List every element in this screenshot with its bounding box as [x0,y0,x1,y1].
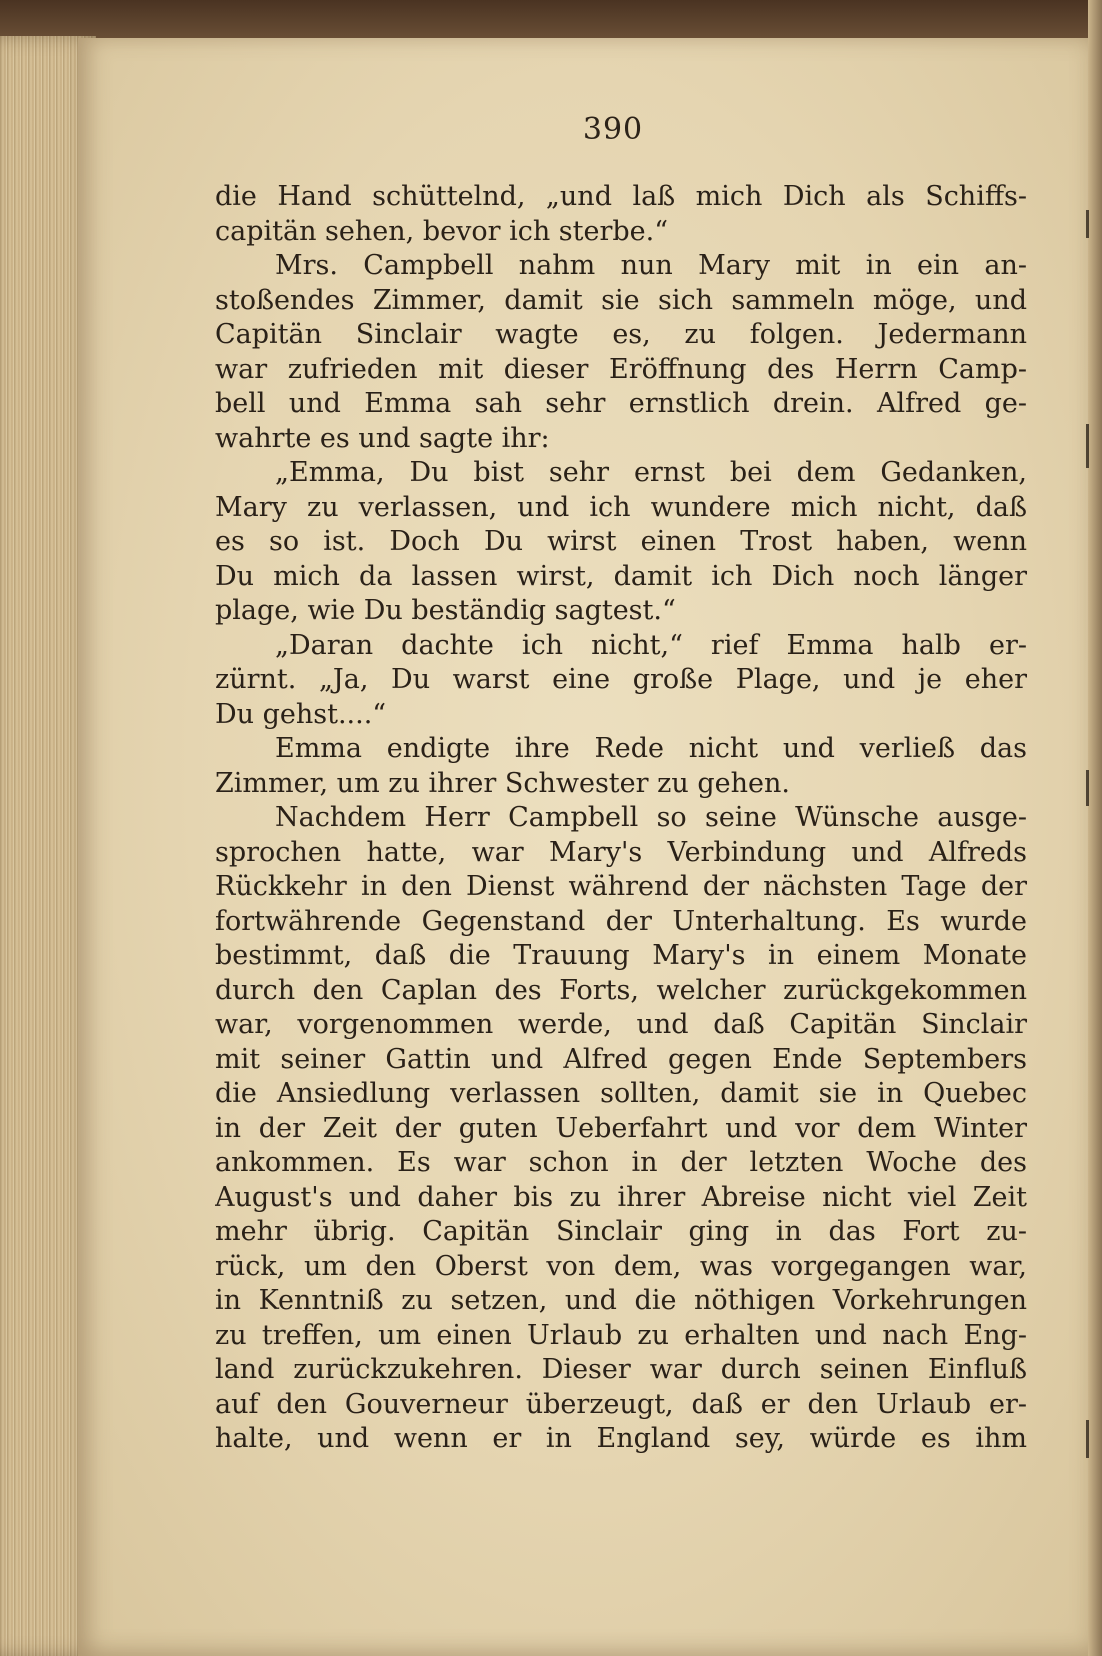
text-line: Rückkehr in den Dienst während der nächsten Tage der [215,871,1027,902]
text-line: Capitän Sinclair wagte es, zu folgen. Jedermann [215,319,1027,350]
text-line: capitän sehen, bevor ich sterbe.“ [215,215,669,247]
text-line: auf den Gouverneur überzeugt, daß er den Urlaub er- [215,1388,1027,1420]
text-line: ankommen. Es war schon in der letzten Woche des [215,1147,1027,1178]
text-line: wahrte es und sagte ihr: [215,422,550,454]
text-line: Du gehst....“ [215,698,387,730]
text-line: war, vorgenommen werde, und daß Capitän Sinclair [215,1009,1027,1040]
text-line: Emma endigte ihre Rede nicht und verließ das [275,733,1027,764]
text-line: „Daran dachte ich nicht,“ rief Emma halb er- [275,629,1027,661]
margin-mark [1086,1420,1089,1458]
text-line: zürnt. „Ja, Du warst eine große Plage, und je eher [215,664,1027,695]
text-line: die Hand schüttelnd, „und laß mich Dich als Schiffs- [215,181,1027,212]
text-line: sprochen hatte, war Mary's Verbindung und Alfreds [215,836,1027,868]
text-line: August's und daher bis zu ihrer Abreise nicht viel Zeit [215,1181,1027,1213]
text-line: war zufrieden mit dieser Eröffnung des Herrn Camp- [215,353,1027,385]
text-line: es so ist. Doch Du wirst einen Trost haben, wenn [215,526,1027,557]
text-line: mit seiner Gattin und Alfred gegen Ende Septembers [215,1043,1027,1075]
text-line: fortwährende Gegenstand der Unterhaltung. Es wurde [215,905,1027,937]
text-line: Mrs. Campbell nahm nun Mary mit in ein an- [275,250,1027,281]
text-line: „Emma, Du bist sehr ernst bei dem Gedanken, [275,457,1027,488]
text-line: zu treffen, um einen Urlaub zu erhalten und nach Eng- [215,1319,1027,1351]
text-line: halte, und wenn er in England sey, würde es ihm [215,1423,1027,1454]
text-line: stoßendes Zimmer, damit sie sich sammeln möge, und [215,284,1027,316]
text-line: Du mich da lassen wirst, damit ich Dich noch länger [215,560,1027,592]
text-line: Zimmer, um zu ihrer Schwester zu gehen. [215,767,790,799]
text-line: rück, um den Oberst von dem, was vorgegangen war, [215,1250,1027,1282]
text-line: in der Zeit der guten Ueberfahrt und vor dem Winter [215,1112,1027,1144]
text-line: die Ansiedlung verlassen sollten, damit sie in Quebec [215,1078,1027,1109]
text-line: Mary zu verlassen, und ich wundere mich nicht, daß [215,491,1027,523]
margin-mark [1086,424,1089,468]
text-line: in Kenntniß zu setzen, und die nöthigen Vorkehrungen [215,1285,1027,1316]
text-line: durch den Caplan des Forts, welcher zurückgekommen [215,974,1027,1006]
page-number: 390 [582,112,644,147]
text-line: plage, wie Du beständig sagtest.“ [215,595,676,626]
text-line: Nachdem Herr Campbell so seine Wünsche ausge- [275,802,1027,833]
book-right-edge [1088,0,1102,1656]
margin-mark [1086,210,1089,238]
text-line: mehr übrig. Capitän Sinclair ging in das Fort zu- [215,1216,1027,1247]
text-line: bell und Emma sah sehr ernstlich drein. Alfred ge- [215,388,1027,419]
margin-mark [1086,770,1089,806]
text-line: land zurückzukehren. Dieser war durch seinen Einfluß [215,1354,1027,1385]
body-text [215,180,1027,1457]
text-line: bestimmt, daß die Trauung Mary's in einem Monate [215,940,1027,971]
